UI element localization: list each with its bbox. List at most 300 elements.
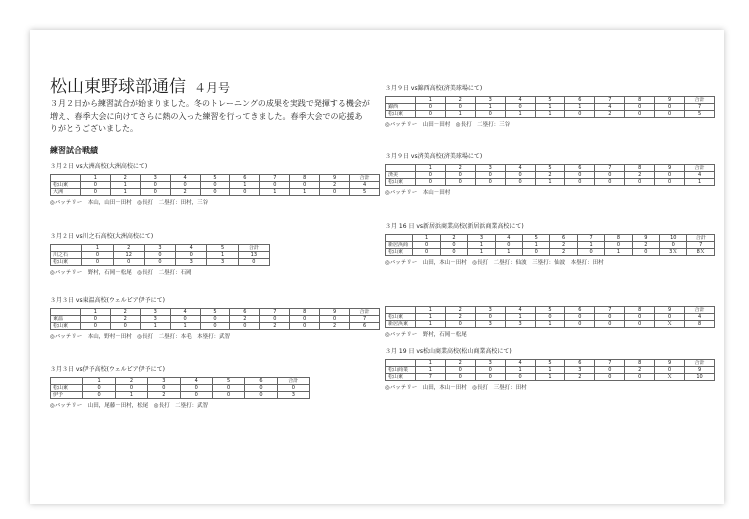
score-cell: 0 [655, 314, 685, 321]
score-cell: 4 [176, 245, 207, 252]
game-caption: ３月３日 vs東温高校(ウェルピア伊予にて) [50, 297, 166, 304]
header-row [51, 309, 380, 316]
score-cell: 1 [415, 367, 445, 374]
scoreboard-table [50, 244, 270, 266]
team-row [51, 259, 270, 266]
header-row [51, 378, 310, 385]
score-cell: 1 [80, 309, 110, 316]
score-cell: 9 [655, 97, 685, 104]
scoreboard-table [50, 308, 380, 330]
score-cell: 0 [415, 179, 445, 186]
score-cell: 0 [655, 104, 685, 111]
score-cell: 5 [535, 165, 565, 172]
score-cell: 1 [535, 104, 565, 111]
score-cell: 0 [565, 321, 595, 328]
score-cell: 10 [660, 235, 687, 242]
score-cell: 2 [110, 309, 140, 316]
score-cell: 0 [200, 182, 230, 189]
game-block [385, 295, 715, 339]
score-cell: 0 [290, 316, 320, 323]
score-cell: 0 [625, 111, 655, 118]
score-cell: 8 [605, 235, 632, 242]
score-cell: 0 [577, 249, 604, 256]
score-cell: 2 [445, 97, 475, 104]
score-cell: 0 [505, 179, 535, 186]
scoreboard-table [385, 306, 715, 328]
team-cell: 済美 [386, 172, 416, 179]
score-cell: 0 [565, 179, 595, 186]
score-cell: 3 [475, 307, 505, 314]
section-heading: 練習試合戦績 [50, 146, 98, 155]
score-cell: 2 [550, 249, 577, 256]
header-row [51, 245, 270, 252]
score-cell: 1 [505, 111, 535, 118]
team-row [51, 189, 380, 196]
battery-note: ◎バッテリー 本山－田村 [385, 190, 451, 196]
score-cell: 0 [212, 385, 244, 392]
score-cell: 5 [523, 235, 550, 242]
score-cell: 10 [685, 374, 715, 381]
team-cell [386, 97, 416, 104]
score-cell: 0 [415, 104, 445, 111]
team-cell: 錦西 [386, 104, 416, 111]
score-cell: 合計 [277, 378, 309, 385]
score-cell: 8 [625, 307, 655, 314]
score-cell: 0 [440, 249, 467, 256]
team-row [51, 392, 310, 399]
header-row [386, 235, 715, 242]
score-cell: 2 [110, 175, 140, 182]
game-block [50, 163, 380, 207]
score-cell: 1 [415, 97, 445, 104]
score-cell: 1 [207, 252, 238, 259]
score-cell: 1 [115, 392, 147, 399]
score-cell: 1 [505, 367, 535, 374]
score-cell: 1 [565, 104, 595, 111]
score-cell: 1 [82, 245, 113, 252]
team-row [51, 182, 380, 189]
score-cell: 1 [505, 314, 535, 321]
score-cell: 3 [475, 165, 505, 172]
score-cell: 0 [475, 367, 505, 374]
scoreboard-table [50, 174, 380, 196]
score-cell: 2 [320, 182, 350, 189]
score-cell: 0 [80, 323, 110, 330]
team-cell: 松山東 [386, 374, 416, 381]
score-cell: 0 [110, 323, 140, 330]
team-cell [51, 245, 82, 252]
header-row [386, 307, 715, 314]
score-cell: 4 [685, 314, 715, 321]
team-cell [51, 378, 83, 385]
score-cell: 0 [212, 392, 244, 399]
score-cell: 3 [140, 316, 170, 323]
score-cell: 0 [83, 392, 115, 399]
score-cell: 0 [83, 385, 115, 392]
score-cell: 4 [350, 182, 380, 189]
score-cell: 4 [170, 175, 200, 182]
team-row [51, 252, 270, 259]
score-cell: 0 [290, 182, 320, 189]
score-cell: 2 [445, 360, 475, 367]
score-cell: 0 [176, 252, 207, 259]
team-cell [386, 235, 413, 242]
score-cell: 合計 [685, 165, 715, 172]
score-cell: 9 [685, 367, 715, 374]
score-cell: 9 [320, 175, 350, 182]
score-cell: 0 [505, 172, 535, 179]
score-cell: 2 [595, 111, 625, 118]
score-cell: 2 [170, 189, 200, 196]
score-cell: 0 [200, 316, 230, 323]
score-cell: 0 [565, 314, 595, 321]
score-cell: 1 [605, 249, 632, 256]
team-cell [386, 165, 416, 172]
game-block [385, 223, 715, 267]
score-cell: Ｘ [655, 321, 685, 328]
score-cell: 9 [655, 165, 685, 172]
team-cell [386, 307, 416, 314]
score-cell: 0 [200, 323, 230, 330]
score-cell: 8 [625, 97, 655, 104]
score-cell: 3 [475, 321, 505, 328]
score-cell: 0 [595, 179, 625, 186]
score-cell: 7 [260, 175, 290, 182]
score-cell: 0 [475, 111, 505, 118]
score-cell: 0 [595, 374, 625, 381]
issue-label: ４月号 [194, 81, 231, 95]
score-cell: 0 [595, 172, 625, 179]
team-row [386, 111, 715, 118]
team-cell: 伊予 [51, 392, 83, 399]
score-cell: 合計 [350, 309, 380, 316]
battery-note: ◎バッテリー 野村，石岡－松尾 ◎長打 二塁打：石岡 [50, 270, 192, 276]
intro-paragraph: ３月２日から練習試合が始まりました。冬のトレーニングの成果を実践で発揮する機会が増え、春季大会に向けてさらに熱の入った練習を行ってきました。春季大会での応援ありがとうございました。 [50, 99, 370, 133]
team-cell: 大洲 [51, 189, 81, 196]
score-cell: 2 [440, 235, 467, 242]
score-cell: 0 [475, 314, 505, 321]
game-caption: ３月９日 vs済美高校(済美球場にて) [385, 153, 483, 160]
score-cell: 0 [660, 242, 687, 249]
score-cell: 4 [505, 307, 535, 314]
score-cell: 1 [413, 235, 440, 242]
score-cell: 0 [140, 189, 170, 196]
team-row [386, 172, 715, 179]
score-cell: 0 [277, 385, 309, 392]
score-cell: 9 [632, 235, 659, 242]
score-cell: 2 [550, 242, 577, 249]
score-cell: 2 [535, 172, 565, 179]
score-cell: 0 [445, 179, 475, 186]
score-cell: 0 [655, 367, 685, 374]
score-cell: 6 [565, 97, 595, 104]
score-cell: 0 [144, 252, 175, 259]
score-cell: 0 [565, 172, 595, 179]
score-cell: 0 [625, 314, 655, 321]
score-cell: 1 [140, 323, 170, 330]
score-cell: 1 [110, 182, 140, 189]
score-cell: 2 [625, 367, 655, 374]
score-cell: 0 [290, 323, 320, 330]
team-cell: 松山東 [51, 323, 81, 330]
newsletter-title [50, 72, 230, 97]
score-cell: 0 [595, 321, 625, 328]
score-cell: 9 [320, 309, 350, 316]
score-cell: 1 [445, 111, 475, 118]
score-cell: 0 [413, 242, 440, 249]
score-cell: 1 [110, 189, 140, 196]
score-cell: 3 [140, 175, 170, 182]
team-cell: 新居浜東 [386, 321, 416, 328]
score-cell: 3 [277, 392, 309, 399]
score-cell: 1 [415, 360, 445, 367]
score-cell: 0 [80, 182, 110, 189]
score-cell: 0 [415, 111, 445, 118]
battery-note: ◎バッテリー 山田－田村 ◎長打 二塁打：三谷 [385, 122, 511, 128]
score-cell: 2 [565, 374, 595, 381]
score-cell: 0 [523, 249, 550, 256]
score-cell: 2 [113, 245, 144, 252]
score-cell: 7 [577, 235, 604, 242]
score-cell: 5 [350, 189, 380, 196]
score-cell: 0 [505, 374, 535, 381]
game-block [385, 153, 715, 197]
score-cell: 3 [148, 378, 180, 385]
score-cell: 合計 [685, 307, 715, 314]
score-cell: 2 [115, 378, 147, 385]
team-row [386, 367, 715, 374]
score-cell: 7 [260, 309, 290, 316]
score-cell: 8 [625, 165, 655, 172]
score-cell: 合計 [685, 97, 715, 104]
battery-note: ◎バッテリー 山田，本山－田村 ◎長打 二塁打：仙波 三塁打：仙波 本塁打：田村 [385, 260, 604, 266]
score-cell: 0 [445, 104, 475, 111]
score-cell: Ｘ [655, 374, 685, 381]
score-cell: 2 [230, 316, 260, 323]
score-cell: 0 [170, 316, 200, 323]
scoreboard-table [385, 96, 715, 118]
score-cell: 6 [565, 360, 595, 367]
score-cell: 8 [290, 175, 320, 182]
score-cell: 12 [113, 252, 144, 259]
score-cell: 1 [535, 179, 565, 186]
team-row [386, 242, 715, 249]
score-cell: 合計 [350, 175, 380, 182]
score-cell: 1 [415, 307, 445, 314]
team-row [51, 316, 380, 323]
score-cell: 8 [685, 321, 715, 328]
score-cell: 0 [170, 182, 200, 189]
score-cell: 6 [550, 235, 577, 242]
game-block [50, 366, 310, 410]
game-block [50, 297, 380, 341]
team-cell: 川之石 [51, 252, 82, 259]
score-cell: 4 [505, 165, 535, 172]
score-cell: 2 [445, 165, 475, 172]
score-cell: 1 [685, 179, 715, 186]
score-cell: 0 [625, 104, 655, 111]
score-cell: 0 [655, 172, 685, 179]
score-cell: 0 [605, 242, 632, 249]
score-cell: 0 [82, 252, 113, 259]
score-cell: 0 [445, 321, 475, 328]
score-cell: 2 [320, 323, 350, 330]
score-cell: 1 [475, 104, 505, 111]
score-cell: 7 [595, 165, 625, 172]
score-cell: 1 [80, 175, 110, 182]
score-cell: 1 [468, 242, 495, 249]
score-cell: 7 [685, 104, 715, 111]
score-cell: 0 [625, 179, 655, 186]
score-cell: 4 [505, 360, 535, 367]
scoreboard-table [385, 359, 715, 381]
team-row [386, 179, 715, 186]
score-cell: 3 [468, 235, 495, 242]
score-cell: 1 [170, 323, 200, 330]
score-cell: 3 [505, 321, 535, 328]
score-cell: 9 [655, 307, 685, 314]
score-cell: 1 [468, 249, 495, 256]
scoreboard-table [50, 377, 310, 399]
score-cell: 6 [230, 309, 260, 316]
score-cell: 0 [320, 316, 350, 323]
score-cell: 5 [535, 97, 565, 104]
score-cell: 0 [445, 367, 475, 374]
team-cell: 松山東 [51, 182, 81, 189]
score-cell: 8Ｘ [687, 249, 715, 256]
score-cell: 0 [180, 385, 212, 392]
score-cell: 6 [565, 165, 595, 172]
score-cell: 0 [595, 367, 625, 374]
score-cell: 2 [110, 316, 140, 323]
score-cell: 1 [535, 111, 565, 118]
team-cell: 松山東 [51, 259, 82, 266]
score-cell: 0 [82, 259, 113, 266]
score-cell: 0 [144, 259, 175, 266]
score-cell: 5 [212, 378, 244, 385]
header-row [386, 97, 715, 104]
score-cell: 3 [565, 367, 595, 374]
score-cell: 0 [260, 182, 290, 189]
team-row [51, 323, 380, 330]
team-cell: 松山東 [386, 314, 416, 321]
score-cell: 0 [115, 385, 147, 392]
score-cell: 0 [230, 189, 260, 196]
team-cell [51, 309, 81, 316]
score-cell: 1 [415, 321, 445, 328]
score-cell: 1 [83, 378, 115, 385]
score-cell: 0 [655, 111, 685, 118]
score-cell: 3Ｘ [660, 249, 687, 256]
team-cell [51, 175, 81, 182]
score-cell: 1 [290, 189, 320, 196]
game-block [50, 233, 270, 277]
score-cell: 0 [445, 374, 475, 381]
score-cell: 3 [475, 360, 505, 367]
score-cell: 6 [565, 307, 595, 314]
score-cell: 7 [687, 242, 715, 249]
header-row [386, 165, 715, 172]
game-caption [385, 295, 715, 306]
score-cell: 2 [625, 172, 655, 179]
team-cell: 松山東 [386, 179, 416, 186]
game-caption: ３月 19 日 vs松山商業高校(松山商業高校にて) [385, 348, 512, 355]
team-row [386, 321, 715, 328]
score-cell: 合計 [685, 360, 715, 367]
game-caption: ３月 16 日 vs新居浜商業高校(新居浜商業高校にて) [385, 223, 524, 230]
score-cell: 6 [245, 378, 277, 385]
header-row [386, 360, 715, 367]
team-row [386, 249, 715, 256]
score-cell: 0 [495, 242, 522, 249]
team-row [386, 104, 715, 111]
game-caption: ３月９日 vs錦西高校(済美球場にて) [385, 85, 483, 92]
score-cell: 5 [685, 111, 715, 118]
score-cell: 0 [655, 179, 685, 186]
score-cell: 0 [245, 392, 277, 399]
score-cell: 1 [260, 189, 290, 196]
score-cell: 5 [535, 307, 565, 314]
score-cell: 4 [180, 378, 212, 385]
team-cell: 松山東 [386, 249, 413, 256]
score-cell: 7 [595, 97, 625, 104]
score-cell: 7 [595, 360, 625, 367]
score-cell: 2 [632, 242, 659, 249]
score-cell: 9 [655, 360, 685, 367]
score-cell: 5 [200, 175, 230, 182]
score-cell: 3 [144, 245, 175, 252]
score-cell: 0 [535, 314, 565, 321]
score-cell: 0 [320, 189, 350, 196]
score-cell: 5 [535, 360, 565, 367]
score-cell: 0 [475, 374, 505, 381]
score-cell: 4 [595, 104, 625, 111]
score-cell: 8 [625, 360, 655, 367]
score-cell: 0 [238, 259, 269, 266]
score-cell: 0 [505, 104, 535, 111]
score-cell: 0 [140, 182, 170, 189]
battery-note: ◎バッテリー 本山，野村－田村 ◎長打 二塁打：本毛 本塁打：武智 [50, 334, 231, 340]
score-cell: 5 [207, 245, 238, 252]
score-cell: 0 [200, 189, 230, 196]
score-cell: 3 [140, 309, 170, 316]
game-caption: ３月３日 vs伊予高校(ウェルピア伊予にて) [50, 366, 166, 373]
team-row [386, 314, 715, 321]
team-cell: 松山東 [386, 111, 416, 118]
team-cell: 松山東 [51, 385, 83, 392]
score-cell: 0 [148, 385, 180, 392]
score-cell: 0 [440, 242, 467, 249]
document-page [30, 30, 724, 504]
score-cell: 1 [415, 165, 445, 172]
score-cell: 3 [475, 97, 505, 104]
score-cell: 0 [413, 249, 440, 256]
score-cell: 1 [415, 314, 445, 321]
team-cell: 松山商業 [386, 367, 416, 374]
score-cell: 1 [577, 242, 604, 249]
score-cell: 2 [148, 392, 180, 399]
score-cell: 0 [245, 385, 277, 392]
score-cell: 6 [350, 323, 380, 330]
game-caption: ３月２日 vs川之石高校(大洲高校にて) [50, 233, 154, 240]
header-row [51, 175, 380, 182]
battery-note: ◎バッテリー 山田，尾藤－田村，松尾 ◎長打 二塁打：武智 [50, 403, 209, 409]
score-cell: 3 [207, 259, 238, 266]
score-cell: 0 [230, 323, 260, 330]
team-cell: 東温 [51, 316, 81, 323]
title-text: 松山東野球部通信 [50, 77, 186, 97]
score-cell: 4 [495, 235, 522, 242]
